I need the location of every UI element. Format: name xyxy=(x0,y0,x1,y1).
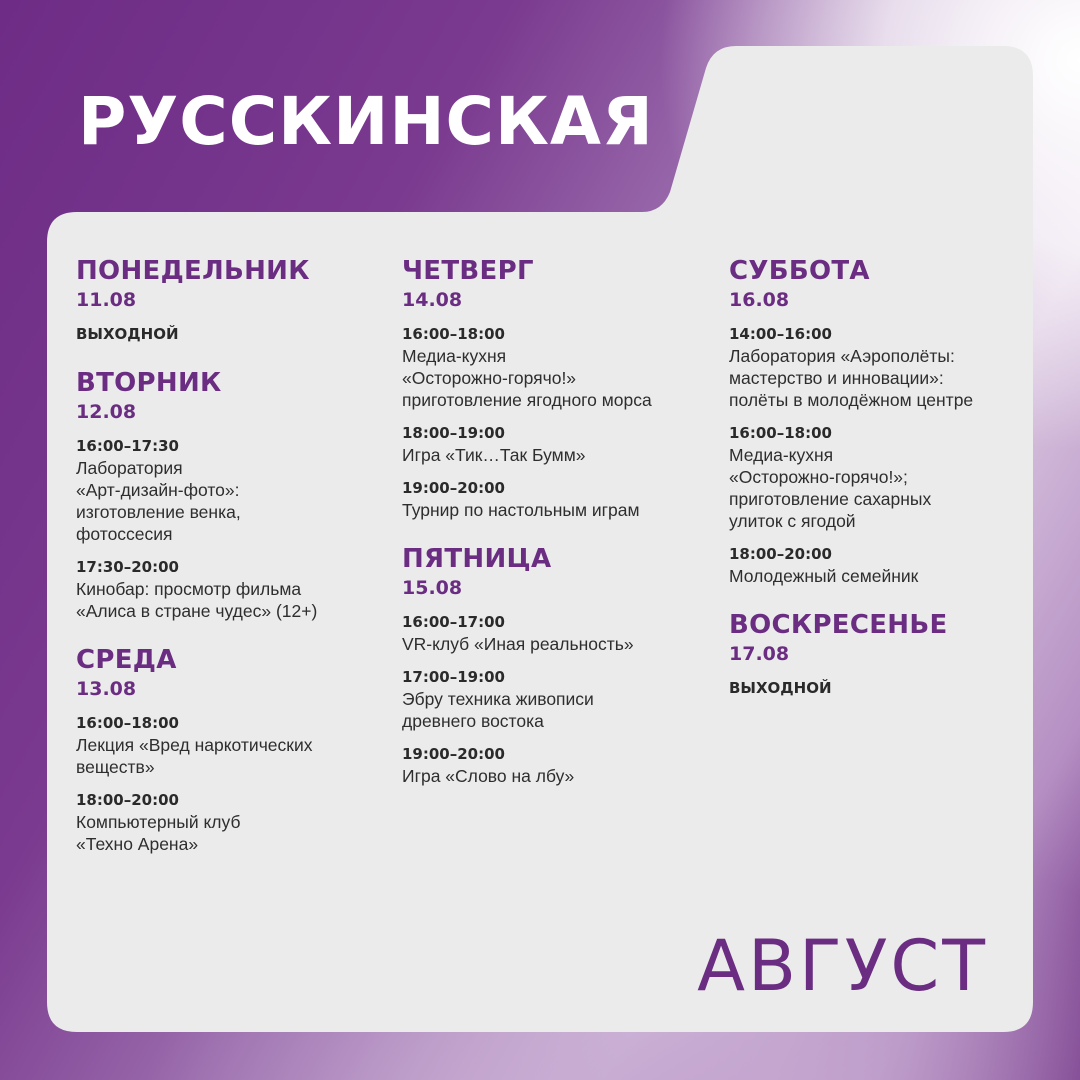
event-item xyxy=(402,666,702,732)
event-description-line: «Алиса в стране чудес» (12+) xyxy=(76,601,318,621)
day-date: 12.08 xyxy=(76,401,137,423)
event-description-line: «Осторожно-горячо!»; xyxy=(729,467,908,487)
day-name: ПЯТНИЦА xyxy=(402,544,552,574)
day-block xyxy=(76,255,376,345)
day-block xyxy=(402,543,702,787)
event-time: 16:00–18:00 xyxy=(402,325,505,343)
event-description-line: мастерство и инновации»: xyxy=(729,368,944,388)
event-time: 18:00–19:00 xyxy=(402,424,505,442)
event-description-line: древнего востока xyxy=(402,711,544,731)
event-description-line: VR-клуб «Иная реальность» xyxy=(402,634,634,654)
event-description-line: полёты в молодёжном центре xyxy=(729,390,974,410)
month-label: АВГУСТ xyxy=(697,925,988,1007)
event-time: 14:00–16:00 xyxy=(729,325,832,343)
event-description-line: Игра «Слово на лбу» xyxy=(402,766,575,786)
event-item xyxy=(729,323,1019,411)
day-date: 14.08 xyxy=(402,289,463,311)
event-item xyxy=(76,789,376,855)
event-time: 19:00–20:00 xyxy=(402,479,505,497)
event-time: 16:00–18:00 xyxy=(729,424,832,442)
event-item xyxy=(729,543,1019,587)
event-time: 18:00–20:00 xyxy=(76,791,179,809)
day-date: 17.08 xyxy=(729,643,790,665)
day-name: ВОСКРЕСЕНЬЕ xyxy=(729,610,948,640)
day-block xyxy=(402,255,702,521)
event-time: 16:00–17:00 xyxy=(402,613,505,631)
day-block xyxy=(76,367,376,622)
day-name: ПОНЕДЕЛЬНИК xyxy=(76,256,310,286)
day-block xyxy=(76,644,376,855)
event-item xyxy=(76,435,376,545)
event-item xyxy=(729,422,1019,532)
event-description-line: Медиа-кухня xyxy=(402,346,507,366)
day-name: ЧЕТВЕРГ xyxy=(402,256,534,286)
day-name: ВТОРНИК xyxy=(76,368,222,398)
schedule-column-3 xyxy=(729,255,1019,721)
event-description-line: фотоссесия xyxy=(76,524,173,544)
event-description-line: Эбру техника живописи xyxy=(402,689,594,709)
event-time: 16:00–17:30 xyxy=(76,437,179,455)
event-time: 17:00–19:00 xyxy=(402,668,505,686)
event-item xyxy=(402,477,702,521)
day-block xyxy=(729,255,1019,587)
event-item xyxy=(402,611,702,655)
day-date: 16.08 xyxy=(729,289,790,311)
schedule-column-2 xyxy=(402,255,702,809)
event-description-line: веществ» xyxy=(76,757,155,777)
event-description-line: Медиа-кухня xyxy=(729,445,834,465)
event-time: 18:00–20:00 xyxy=(729,545,832,563)
event-item xyxy=(402,422,702,466)
event-description-line: «Осторожно-горячо!» xyxy=(402,368,577,388)
day-name: СУББОТА xyxy=(729,256,870,286)
day-name: СРЕДА xyxy=(76,645,177,675)
event-time: 17:30–20:00 xyxy=(76,558,179,576)
day-off-label: ВЫХОДНОЙ xyxy=(729,679,832,697)
event-time: 16:00–18:00 xyxy=(76,714,179,732)
event-description-line: Турнир по настольным играм xyxy=(402,500,640,520)
event-description-line: улиток с ягодой xyxy=(729,511,856,531)
event-time: 19:00–20:00 xyxy=(402,745,505,763)
schedule-column-1 xyxy=(76,255,376,877)
event-description-line: Игра «Тик…Так Бумм» xyxy=(402,445,586,465)
event-description-line: Лаборатория «Аэрополёты: xyxy=(729,346,955,366)
event-description-line: «Арт-дизайн-фото»: xyxy=(76,480,240,500)
day-date: 13.08 xyxy=(76,678,137,700)
event-description-line: Лаборатория xyxy=(76,458,183,478)
event-item xyxy=(76,712,376,778)
event-item xyxy=(402,743,702,787)
event-item xyxy=(76,556,376,622)
event-description-line: Молодежный семейник xyxy=(729,566,919,586)
event-description-line: Кинобар: просмотр фильма xyxy=(76,579,302,599)
event-description-line: «Техно Арена» xyxy=(76,834,199,854)
event-description-line: приготовление сахарных xyxy=(729,489,932,509)
day-date: 11.08 xyxy=(76,289,137,311)
day-date: 15.08 xyxy=(402,577,463,599)
event-description-line: Лекция «Вред наркотических xyxy=(76,735,313,755)
event-description-line: приготовление ягодного морса xyxy=(402,390,652,410)
day-off-label: ВЫХОДНОЙ xyxy=(76,325,179,343)
event-item xyxy=(402,323,702,411)
event-description-line: Компьютерный клуб xyxy=(76,812,241,832)
day-block xyxy=(729,609,1019,699)
page-title: РУССКИНСКАЯ xyxy=(78,83,654,160)
event-description-line: изготовление венка, xyxy=(76,502,241,522)
